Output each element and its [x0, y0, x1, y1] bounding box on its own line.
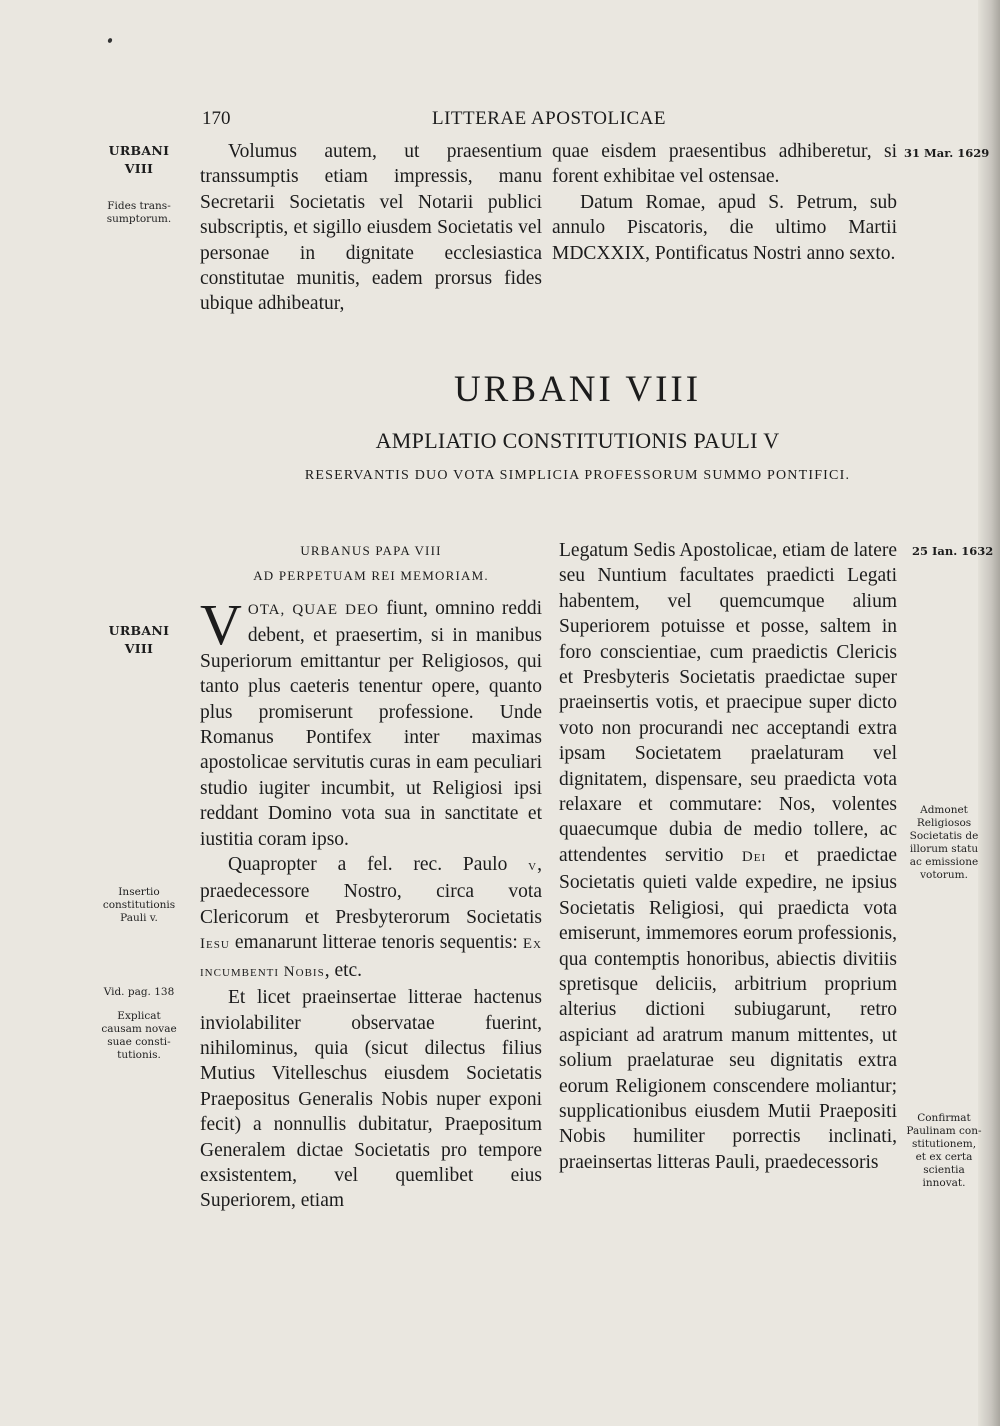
body-column-right [559, 538, 897, 1175]
small-caps-word: Iesu [200, 936, 230, 953]
margin-note-line: ac emissione [909, 856, 979, 868]
margin-note-fides [96, 200, 182, 226]
document-subtitle: AMPLIATIO CONSTITUTIONIS PAULI V [375, 428, 780, 453]
margin-note-line: illorum statu [909, 843, 979, 855]
running-head [200, 108, 955, 134]
margin-note-line: constitutionis [102, 899, 176, 911]
drop-cap: V [200, 592, 242, 657]
margin-note-line: Societatis de [909, 830, 979, 842]
margin-note-line: votorum. [920, 869, 968, 881]
paragraph: quae eisdem praesentibus adhiberetur, si forent exhibitae vel ostensae. [552, 141, 897, 188]
margin-note-vid: Vid. pag. 138 [103, 986, 175, 998]
margin-note-confirmat [906, 1112, 982, 1190]
margin-note-line: Pauli v. [120, 912, 158, 924]
margin-author-line: URBANI [108, 623, 170, 638]
margin-note-line: et ex certa [915, 1151, 973, 1163]
margin-date-upper: 31 Mar. 1629 [904, 146, 990, 160]
margin-date-lower: 25 Ian. 1632 [912, 544, 994, 558]
margin-author-upper [96, 142, 182, 178]
margin-author-line: URBANI [108, 143, 170, 158]
opening-words: OTA, QUAE DEO [247, 602, 379, 618]
margin-note-line: Insertio [118, 886, 160, 898]
margin-note-line: causam novae [101, 1023, 177, 1035]
margin-author-line: VIII [124, 641, 154, 656]
page-edge-shadow [978, 0, 1000, 1426]
margin-note-line: suae consti- [107, 1036, 171, 1048]
margin-note-line: Fides trans- [107, 200, 171, 212]
margin-note-line: Admonet [920, 804, 968, 816]
salutation-line: URBANUS PAPA VIII [300, 543, 442, 558]
paragraph [200, 852, 542, 985]
margin-note-line: innovat. [922, 1177, 966, 1189]
upper-column-left [200, 139, 542, 317]
margin-note-line: Paulinam con- [906, 1125, 982, 1137]
margin-author-line: VIII [124, 161, 154, 176]
margin-note-explicat [96, 1010, 182, 1062]
page-number: 170 [202, 108, 231, 129]
upper-column-right [552, 139, 897, 266]
margin-note-line: Religiosos [916, 817, 972, 829]
paragraph-text: , praedecessore Nostro, circa vota Clericorum et Presbyterorum Societatis [200, 854, 542, 928]
opening-paragraph [200, 592, 542, 852]
paragraph-text: emanarunt litterae tenoris sequentis: [229, 932, 518, 954]
paragraph: Et licet praeinsertae litterae hactenus inviolabiliter observatae fuerint, nihilominus, quia (sicut dilectus filius Mutius Vitelleschus eiusdem Societatis Praepositus Generalis Nobis nuper exponi fecit) a nonnullis dubitatur, Praepositum Generalem dictae Societatis pro tempore exsistentem, vel quemlibet eius Superiorem, etiam [200, 987, 542, 1212]
paragraph-text: Legatum Sedis Apostolicae, etiam de latere seu Nuntium facultates praedicti Legati habentem, vel quemcumque alium Superiorem potuisse et posse, saltem in foro conscientiae, cum praedictis Clericis et Presbyteris Societatis praedictae super praeinsertis votis, et praecipue super dicto voto non procurandi nec acceptandi extra ipsam Societatem praelaturam vel dignitatem, dispensare, seu praedicta vota relaxare et commutare: Nos, volentes quaecumque dubia de medio tollere, ac attendentes servitio [559, 540, 897, 866]
paragraph: Datum Romae, apud S. Petrum, sub annulo Piscatoris, die ultimo Martii MDCXXIX, Pontificatus Nostri anno sexto. [552, 191, 897, 264]
margin-note-line: scientia [923, 1164, 965, 1176]
small-caps-word: Dei [741, 848, 767, 865]
margin-note-line: tutionis. [117, 1049, 161, 1061]
paragraph: Volumus autem, ut praesentium transsumptis etiam impressis, manu Secretarii Societatis vel Notarii publici subscriptis, et sigillo eiusdem Societatis vel personae in dignitate ecclesiastica constitutae munitis, eadem prorsus fides ubique adhibeatur, [200, 141, 542, 315]
paragraph-text: , etc. [324, 959, 363, 981]
paragraph-text: Quapropter a fel. rec. Paulo [228, 854, 508, 876]
salutation-line: AD PERPETUAM REI MEMORIAM. [253, 568, 489, 583]
paragraph-text: fiunt, omnino reddi debent, et praesertim, si in manibus Superiorum emittantur per Religiosos, qui tanto plus caeteris tenentur opere, quanto plus promiserunt professione. Unde Romanus Pontifex inter maximas apostolicae servitutis curas in eam peculiari studio iugiter incumbit, ut Religiosi ipsi reddant Domino vota sua in sanctitate et iustitia coram ipso. [200, 598, 542, 850]
ink-speck [107, 37, 113, 43]
margin-author-lower [96, 622, 182, 658]
margin-note-insertio [96, 886, 182, 925]
document-subtitle-secondary: RESERVANTIS DUO VOTA SIMPLICIA PROFESSORUM SUMMO PONTIFICI. [304, 468, 851, 483]
roman-numeral: v [528, 858, 538, 875]
paragraph-text: et praedictae Societatis quieti valde expedire, ne ipsius Societatis Religiosi, qui praedicta vota emiserunt, immemores eorum professionis, qua contemptis honoribus, abiectis divitiis spretisque deliciis, arbitrium proprium alterius dictioni subiugarunt, retro aspiciant ad aratrum manum mittentes, ut solium praelaturae seu dignitatis extra eorum Religionem conscendere moliantur; supplicationibus eiusdem Mutii Praepositi Nobis humiliter porrectis inclinati, praeinsertas litteras Pauli, praedecessoris [559, 844, 898, 1173]
running-title: LITTERAE APOSTOLICAE [432, 108, 666, 129]
margin-note-line: sumptorum. [106, 213, 172, 225]
document-title: URBANI VIII [453, 369, 702, 410]
margin-note-admonet [906, 804, 982, 882]
body-column-left [200, 538, 542, 1214]
margin-note-line: Explicat [117, 1010, 161, 1022]
margin-note-line: Confirmat [917, 1112, 971, 1124]
incipit-reference: Ex incumbenti Nobis [200, 936, 542, 980]
margin-note-line: stitutionem, [911, 1138, 977, 1150]
paragraph [559, 538, 897, 1175]
